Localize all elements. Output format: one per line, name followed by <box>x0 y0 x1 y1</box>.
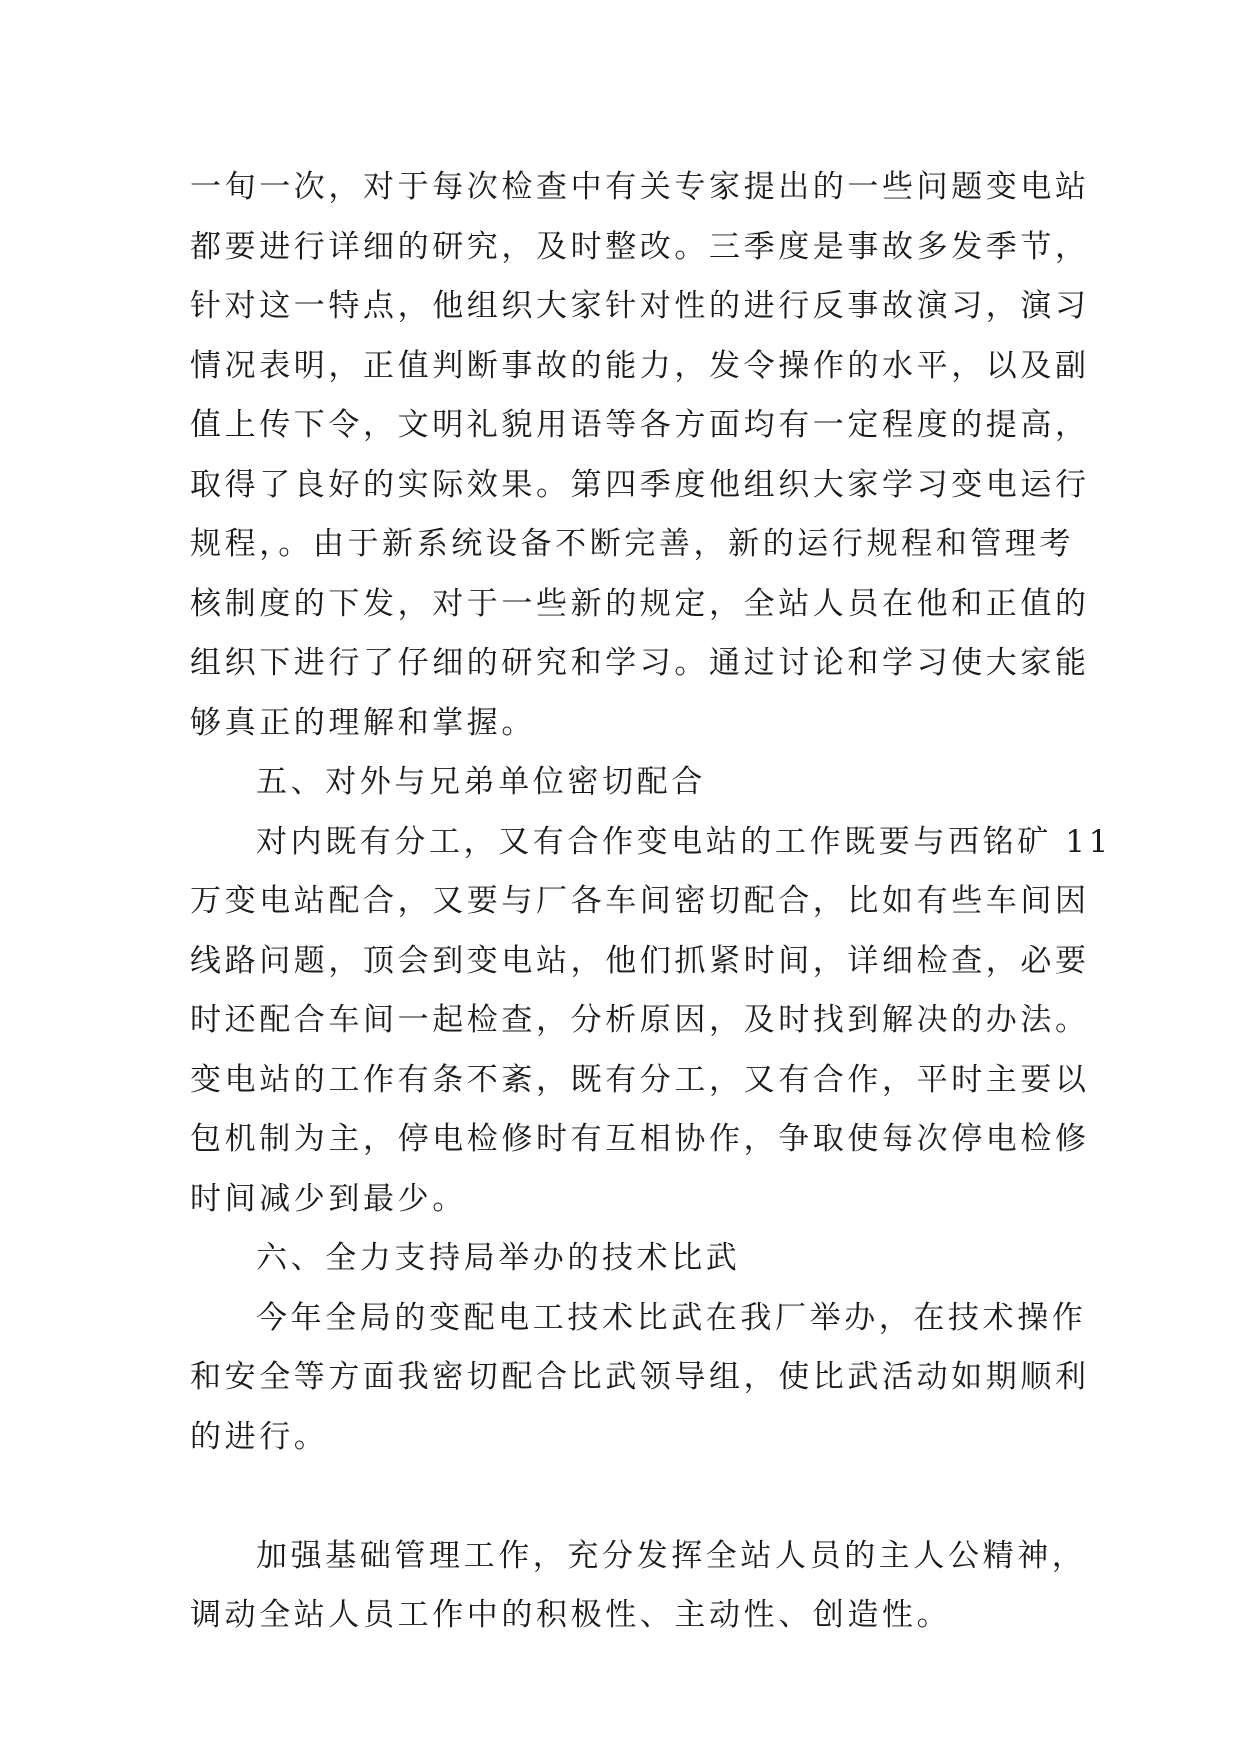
blank-line <box>190 1467 1070 1527</box>
body-line: 情况表明，正值判断事故的能力，发令操作的水平，以及副 <box>190 347 1090 384</box>
body-line: 对内既有分工，又有合作变电站的工作既要与西铭矿 11 <box>256 823 1112 860</box>
section-heading: 五、对外与兄弟单位密切配合 <box>256 764 706 800</box>
body-line: 调动全站人员工作中的积极性、主动性、创造性。 <box>190 1597 952 1633</box>
body-line: 线路问题，顶会到变电站，他们抓紧时间，详细检查，必要 <box>190 942 1090 979</box>
body-line: 包机制为主，停电检修时有互相协作，争取使每次停电检修 <box>190 1121 1090 1157</box>
body-line: 时间减少到最少。 <box>190 1180 467 1217</box>
body-line: 值上传下令，文明礼貌用语等各方面均有一定程度的提高， <box>190 407 1090 443</box>
body-line: 变电站的工作有条不紊，既有分工，又有合作，平时主要以 <box>190 1061 1090 1098</box>
body-line: 够真正的理解和掌握。 <box>190 704 536 741</box>
body-line: 规程，。由于新系统设备不断完善，新的运行规程和管理考 <box>190 526 1075 562</box>
body-line: 一旬一次，对于每次检查中有关专家提出的一些问题变电站 <box>190 169 1090 205</box>
body-line: 加强基础管理工作，充分发挥全站人员的主人公精神， <box>256 1537 1087 1574</box>
body-line: 针对这一特点，他组织大家针对性的进行反事故演习，演习 <box>190 288 1090 324</box>
document-body <box>190 158 1112 1646</box>
section-heading: 六、全力支持局举办的技术比武 <box>256 1240 741 1276</box>
body-line: 都要进行详细的研究，及时整改。三季度是事故多发季节， <box>190 228 1090 265</box>
body-line: 组织下进行了仔细的研究和学习。通过讨论和学习使大家能 <box>190 645 1090 681</box>
body-line: 和安全等方面我密切配合比武领导组，使比武活动如期顺利 <box>190 1359 1090 1395</box>
body-line: 今年全局的变配电工技术比武在我厂举办，在技术操作 <box>256 1299 1087 1336</box>
body-line: 万变电站配合，又要与厂各车间密切配合，比如有些车间因 <box>190 883 1090 919</box>
body-line: 时还配合车间一起检查，分析原因，及时找到解决的办法。 <box>190 1002 1090 1038</box>
body-line: 取得了良好的实际效果。第四季度他组织大家学习变电运行 <box>190 466 1090 503</box>
body-line: 核制度的下发，对于一些新的规定，全站人员在他和正值的 <box>190 585 1090 622</box>
body-line: 的进行。 <box>190 1418 329 1455</box>
